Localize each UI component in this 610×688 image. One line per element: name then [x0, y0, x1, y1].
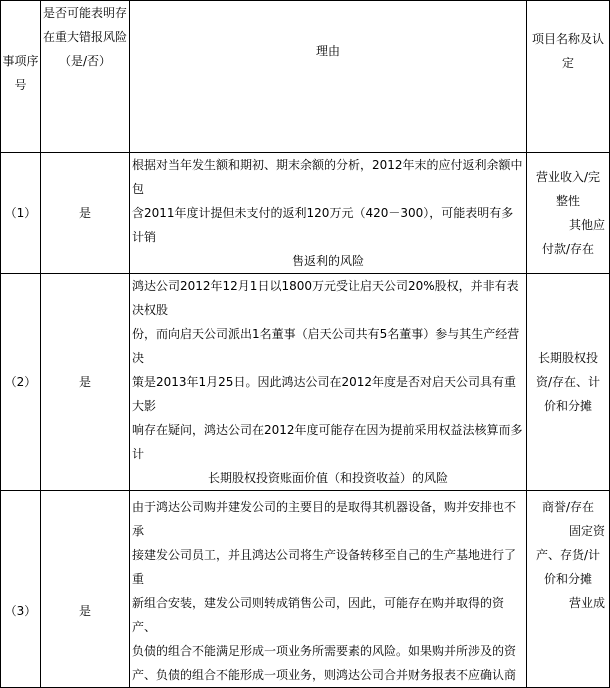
row-number: （2） [1, 274, 41, 491]
row-number: （3） [1, 491, 41, 688]
table-header-row [1, 1, 610, 153]
table-row [1, 153, 610, 274]
risk-value: 是 [41, 274, 130, 491]
table-row [1, 491, 610, 688]
header-reason: 理由 [130, 1, 527, 153]
risk-value: 是 [41, 153, 130, 274]
reason-text: 鸿达公司2012年12月1日以1800万元受让启天公司20%股权，并非有表决权股 份，而向启天公司派出1名董事（启天公司共有5名董事）参与其生产经营决 策是2013年1月25日。因此鸿达公司在2012年度是否对启天公司具有重大影 响存在疑问，鸿达公司在2012年度可能存在因为提前采用权益法核算而多计 长期股权投资账面价值（和投资收益）的风险 [130, 274, 527, 491]
table-row [1, 274, 610, 491]
item-name: 商誉/存在 固定资 产、存货/计 价和分摊 营业成 [527, 491, 610, 688]
row-number: （1） [1, 153, 41, 274]
header-item-number: 事项序 号 [1, 1, 41, 153]
header-item-name: 项目名称及认 定 [527, 1, 610, 153]
reason-text: 根据对当年发生额和期初、期末余额的分析，2012年末的应付返利余额中包 含2011年度计提但未支付的返利120万元（420－300），可能表明有多计销 售返利的风险 [130, 153, 527, 274]
item-name: 营业收入/完 整性 其他应 付款/存在 [527, 153, 610, 274]
risk-value: 是 [41, 491, 130, 688]
item-name: 长期股权投 资/存在、计 价和分摊 [527, 274, 610, 491]
header-risk: 是否可能表明存 在重大错报风险 （是/否） [41, 1, 130, 153]
reason-text: 由于鸿达公司购并建发公司的主要目的是取得其机器设备，购并安排也不承 接建发公司员工，并且鸿达公司将生产设备转移至自己的生产基地进行了重 新组合安装，建发公司则转成销售公司，因此，可能存在购并取得的资产、 负债的组合不能满足形成一项业务所需要素的风险。如果购并所涉及的资 产、负债的组合不能形成一项业务，则鸿达公司合并财务报表不应确认商 [130, 491, 527, 688]
